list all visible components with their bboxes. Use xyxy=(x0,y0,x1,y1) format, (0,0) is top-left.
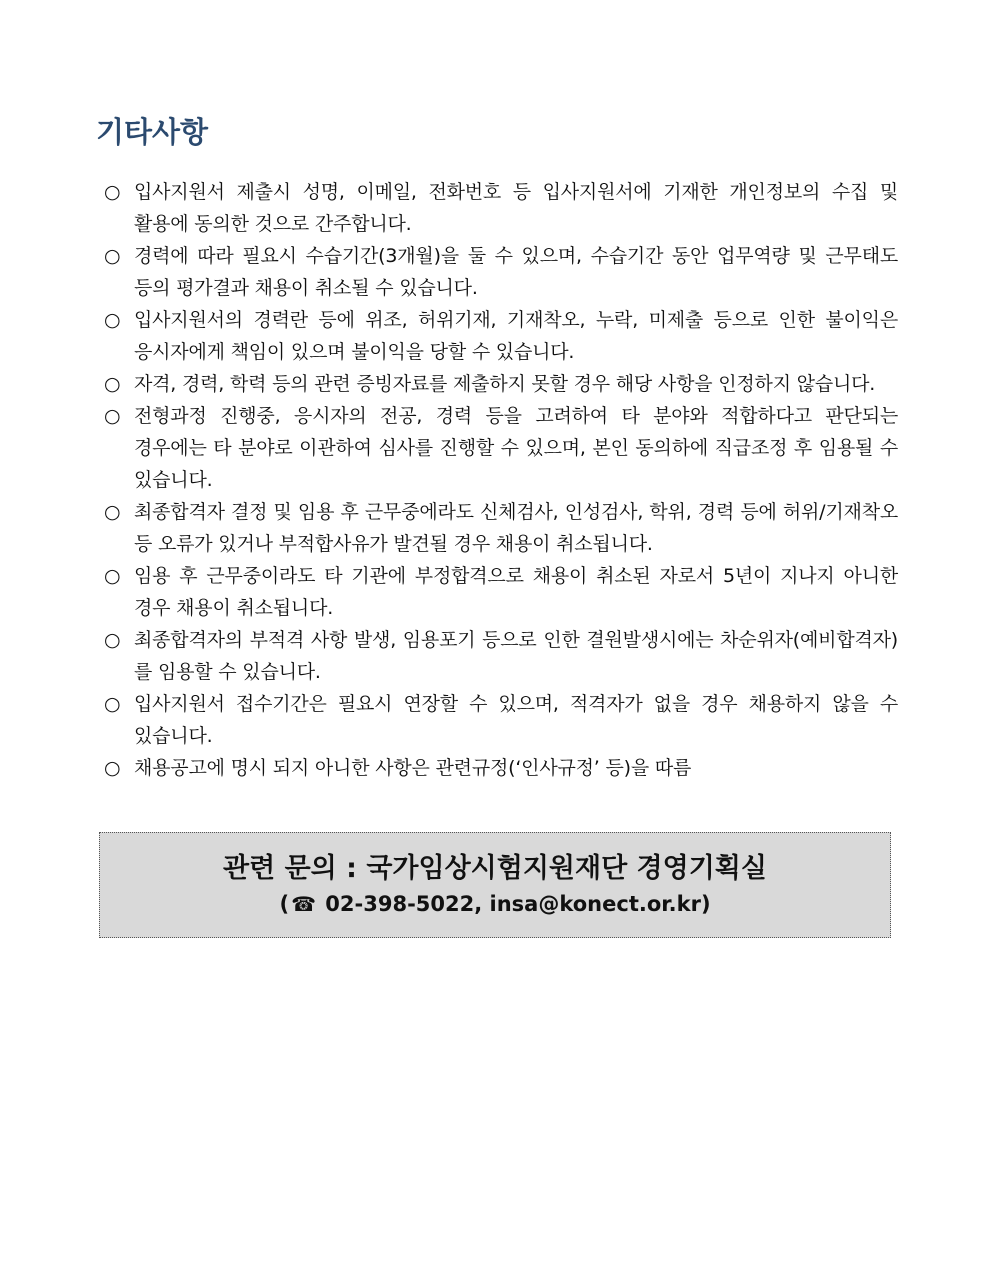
phone-icon: ☎ xyxy=(291,892,316,916)
list-item xyxy=(104,688,898,752)
circle-bullet-icon: ○ xyxy=(104,693,121,715)
open-paren: ( xyxy=(279,892,290,916)
contact-title: 관련 문의 : 국가임상시험지원재단 경영기획실 xyxy=(223,853,767,884)
circle-bullet-icon: ○ xyxy=(104,501,121,523)
circle-bullet-icon: ○ xyxy=(104,245,121,267)
circle-bullet-icon: ○ xyxy=(104,405,121,427)
email-address: insa@konect.or.kr xyxy=(489,892,701,916)
notice-text: 전형과정 진행중, 응시자의 전공, 경력 등을 고려하여 타 분야와 적합하다고 판단되는 경우에는 타 분야로 이관하여 심사를 진행할 수 있으며, 본인 동의하에 직급조정 후 임용될 수 있습니다. xyxy=(134,405,898,491)
section-title: 기타사항 xyxy=(96,115,209,149)
close-paren: ) xyxy=(700,892,711,916)
circle-bullet-icon: ○ xyxy=(104,181,121,203)
circle-bullet-icon: ○ xyxy=(104,373,121,395)
notice-text: 입사지원서 제출시 성명, 이메일, 전화번호 등 입사지원서에 기재한 개인정보의 수집 및 활용에 동의한 것으로 간주합니다. xyxy=(134,181,898,235)
notice-text: 입사지원서 접수기간은 필요시 연장할 수 있으며, 적격자가 없을 경우 채용하지 않을 수 있습니다. xyxy=(134,693,898,747)
notice-text: 자격, 경력, 학력 등의 관련 증빙자료를 제출하지 못할 경우 해당 사항을 인정하지 않습니다. xyxy=(134,373,876,395)
notice-list xyxy=(104,176,898,784)
list-item xyxy=(104,560,898,624)
notice-text: 입사지원서의 경력란 등에 위조, 허위기재, 기재착오, 누락, 미제출 등으로 인한 불이익은 응시자에게 책임이 있으며 불이익을 당할 수 있습니다. xyxy=(134,309,898,363)
list-item xyxy=(104,496,898,560)
list-item xyxy=(104,624,898,688)
contact-details xyxy=(100,887,890,919)
notice-text: 채용공고에 명시 되지 아니한 사항은 관련규정(‘인사규정’ 등)을 따름 xyxy=(134,757,692,779)
contact-box xyxy=(99,832,891,938)
notice-text: 임용 후 근무중이라도 타 기관에 부정합격으로 채용이 취소된 자로서 5년이 지나지 아니한 경우 채용이 취소됩니다. xyxy=(134,565,898,619)
list-item xyxy=(104,240,898,304)
list-item xyxy=(104,304,898,368)
list-item xyxy=(104,176,898,240)
circle-bullet-icon: ○ xyxy=(104,757,121,779)
list-item xyxy=(104,400,898,496)
circle-bullet-icon: ○ xyxy=(104,565,121,587)
notice-text: 최종합격자의 부적격 사항 발생, 임용포기 등으로 인한 결원발생시에는 차순위자(예비합격자)를 임용할 수 있습니다. xyxy=(134,629,898,683)
phone-number: 02-398-5022, xyxy=(325,892,483,916)
list-item xyxy=(104,368,898,400)
circle-bullet-icon: ○ xyxy=(104,629,121,651)
notice-text: 경력에 따라 필요시 수습기간(3개월)을 둘 수 있으며, 수습기간 동안 업무역량 및 근무태도 등의 평가결과 채용이 취소될 수 있습니다. xyxy=(134,245,898,299)
circle-bullet-icon: ○ xyxy=(104,309,121,331)
notice-text: 최종합격자 결정 및 임용 후 근무중에라도 신체검사, 인성검사, 학위, 경력 등에 허위/기재착오 등 오류가 있거나 부적합사유가 발견될 경우 채용이 취소됩니다. xyxy=(134,501,898,555)
list-item xyxy=(104,752,898,784)
